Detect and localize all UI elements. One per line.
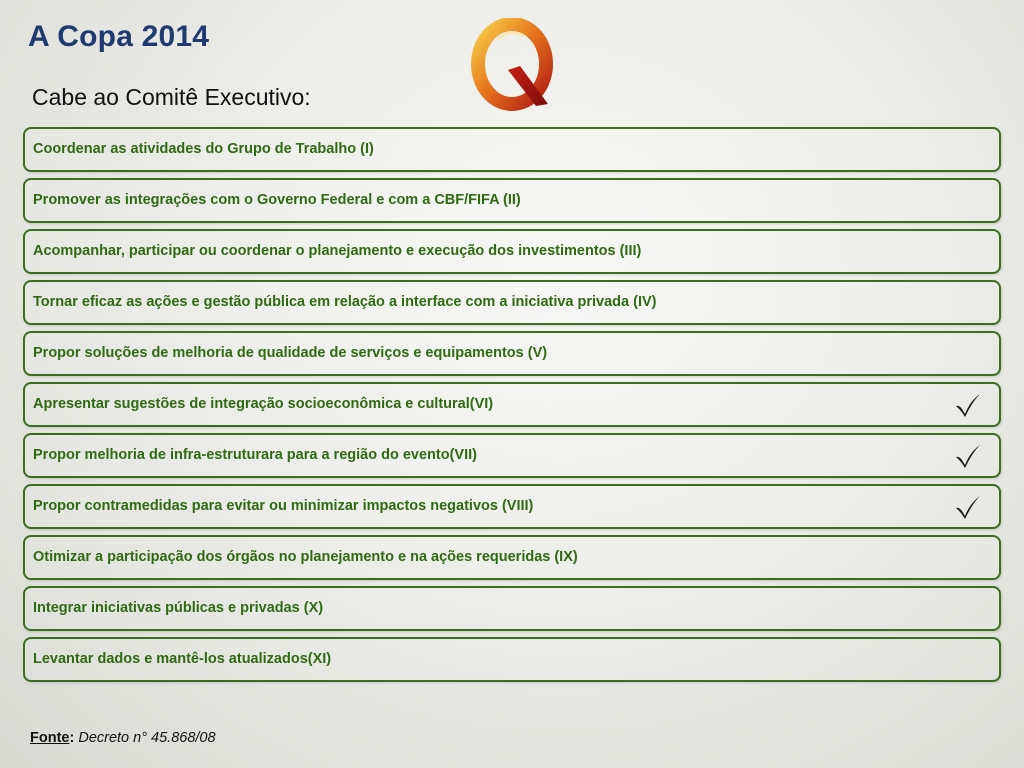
item-label: Otimizar a participação dos órgãos no planejamento e na ações requeridas (IX) [33, 549, 578, 565]
item-label: Coordenar as atividades do Grupo de Trabalho (I) [33, 141, 374, 157]
item-label: Integrar iniciativas públicas e privadas (X) [33, 600, 324, 616]
item-label: Promover as integrações com o Governo Federal e com a CBF/FIFA (II) [33, 192, 521, 208]
list-item [23, 331, 1001, 376]
footer-label: Fonte [30, 730, 70, 746]
list-item [23, 433, 1001, 478]
footer-colon: : [69, 730, 75, 746]
list-item [23, 484, 1001, 529]
section-subtitle: Cabe ao Comitê Executivo: [32, 84, 311, 110]
list-item [23, 178, 1001, 223]
item-label: Levantar dados e mantê-los atualizados(XI) [33, 651, 332, 667]
item-label: Propor melhoria de infra-estruturara para a região do evento(VII) [33, 447, 477, 463]
checkmark-icon [953, 493, 983, 521]
list-item [23, 637, 1001, 682]
item-label: Propor soluções de melhoria de qualidade de serviços e equipamentos (V) [33, 345, 548, 361]
checkmark-icon [953, 442, 983, 470]
source-footer [30, 730, 216, 746]
list-item [23, 229, 1001, 274]
checkmark-icon [953, 391, 983, 419]
item-label: Apresentar sugestões de integração socioeconômica e cultural(VI) [33, 396, 494, 412]
page-title: A Copa 2014 [28, 20, 210, 53]
list-item [23, 382, 1001, 427]
list-item [23, 280, 1001, 325]
list-item [23, 586, 1001, 631]
item-label: Acompanhar, participar ou coordenar o planejamento e execução dos investimentos (III) [33, 243, 642, 259]
item-list [23, 127, 1001, 688]
footer-value: Decreto n° 45.868/08 [78, 730, 216, 746]
item-label: Propor contramedidas para evitar ou minimizar impactos negativos (VIII) [33, 498, 534, 514]
item-label: Tornar eficaz as ações e gestão pública em relação a interface com a iniciativa privada (IV) [33, 294, 657, 310]
list-item [23, 127, 1001, 172]
q-logo-icon [468, 18, 560, 114]
list-item [23, 535, 1001, 580]
